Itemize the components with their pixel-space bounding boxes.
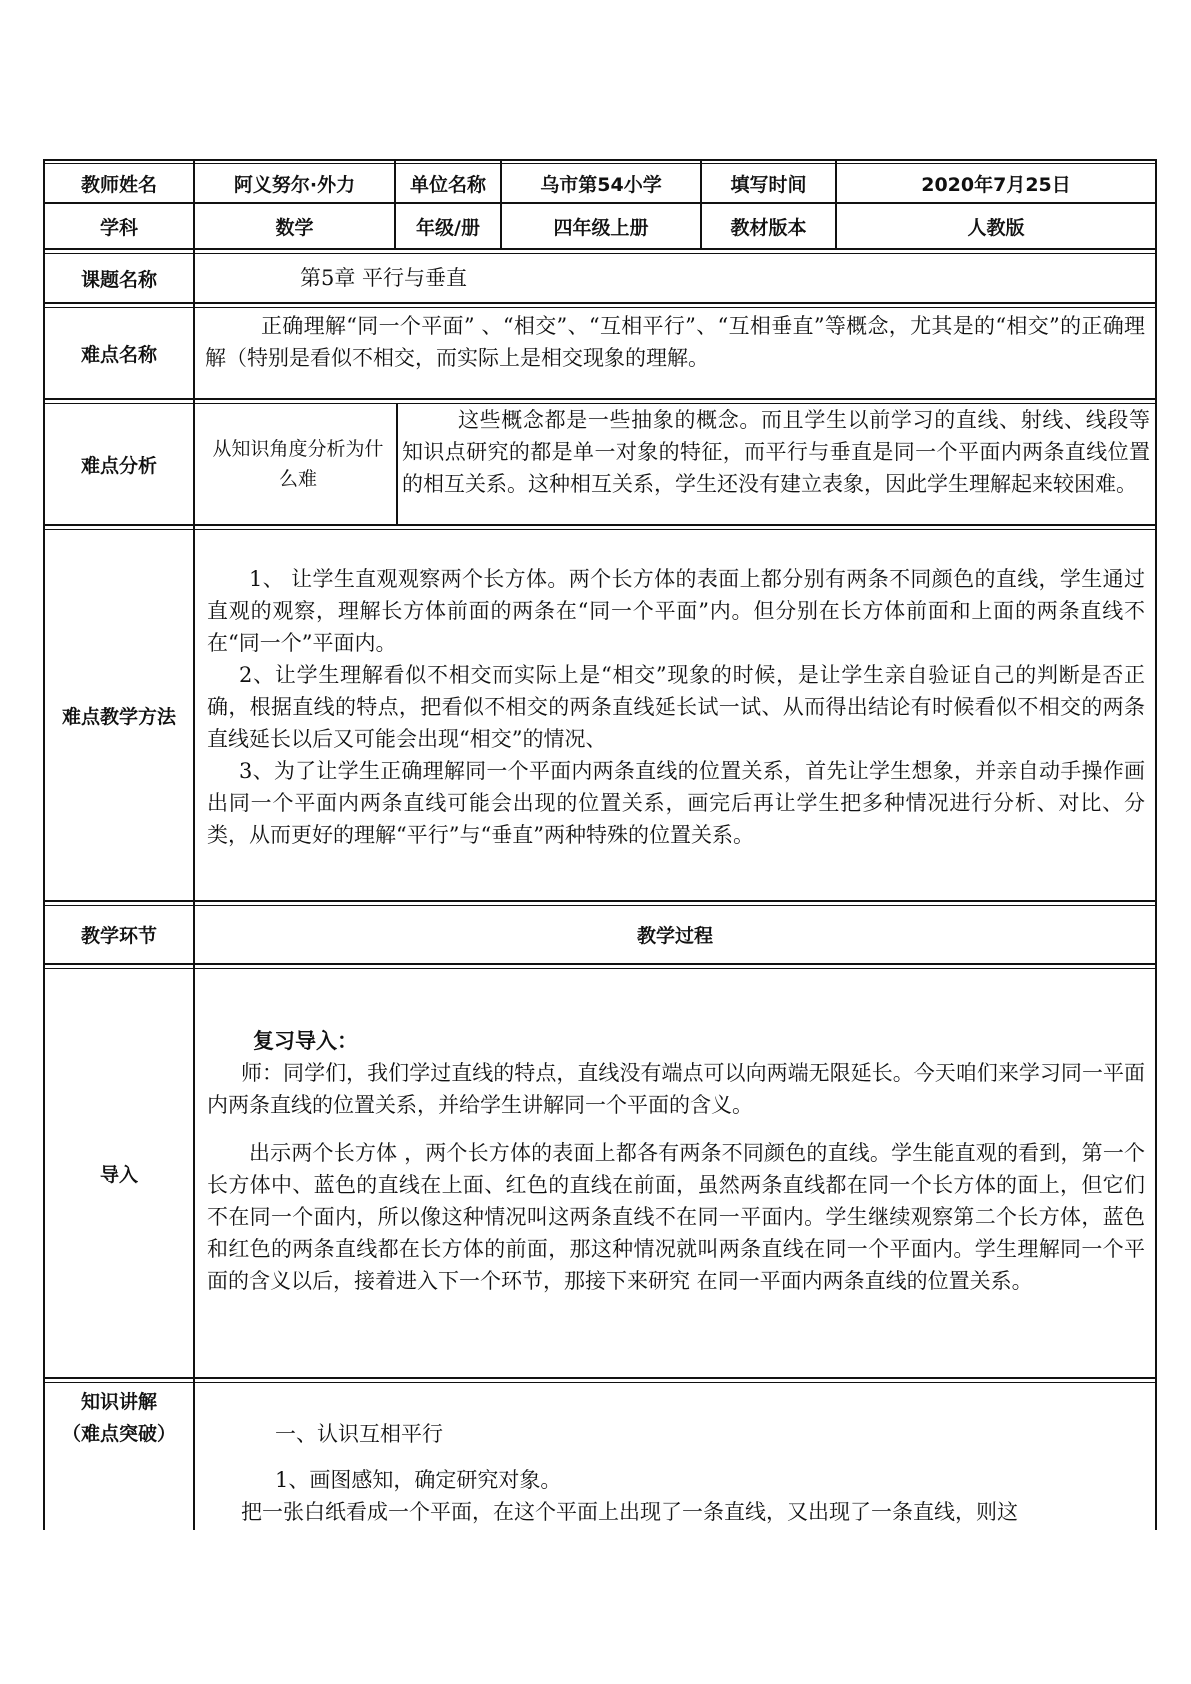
subject-label: 学科 [99,216,138,239]
intro-title: 复习导入： [253,1029,358,1053]
method-paragraph-3: 3、为了让学生正确理解同一个平面内两条直线的位置关系，首先让学生想象，并亲自动手操作画出同一个平面内两条直线可能会出现的位置关系，画完后再让学生把多种情况进行分析、对比、分类，从而更好的理解“平行”与“垂直”两种特殊的位置关系。 [207,759,1145,847]
time-value: 2020年7月25日 [921,173,1071,196]
subject-value: 数学 [275,216,314,239]
intro-paragraph-2: 出示两个长方体 ，两个长方体的表面上都各有两条不同颜色的直线。学生能直观的看到，第一个长方体中、蓝色的直线在上面、红色的直线在前面，虽然两条直线都在同一个长方体的面上，但它们不在同一个面内，所以像这种情况叫这两条直线不在同一平面内。学生继续观察第二个长方体，蓝色和红色的两条直线都在长方体的前面，那这种情况就叫两条直线在同一个平面内。学生理解同一个平面的含义以后，接着进入下一个环节，那接下来研究 在同一平面内两条直线的位置关系。 [207,1141,1145,1293]
intro-label: 导入 [99,1163,138,1186]
knowledge-label [45,1386,193,1456]
unit-label: 单位名称 [409,173,486,196]
process-header: 教学过程 [636,925,713,947]
grade-label: 年级/册 [416,216,480,239]
difficulty-text: 正确理解“同一个平面” 、“相交”、“互相平行”、“互相垂直”等概念，尤其是的“相交”的正确理解（特别是看似不相交，而实际上是相交现象的理解。 [205,314,1145,370]
rule-row8-inner [43,1382,1157,1383]
knowledge-title: 一、认识互相平行 [275,1422,443,1446]
rule-row8 [43,1377,1157,1379]
knowledge-label-line-2: （难点突破） [61,1423,176,1445]
rule-row3-inner [43,307,1157,308]
analysis-label: 难点分析 [80,454,157,477]
teacher-value: 阿义努尔·外力 [233,173,356,196]
rule-row3 [43,302,1157,304]
difficulty-label: 难点名称 [80,343,157,366]
grade-value: 四年级上册 [553,216,649,239]
edition-label: 教材版本 [730,216,807,239]
rule-row7-inner [43,968,1157,969]
edition-value: 人教版 [967,216,1025,239]
table-border-right [1155,159,1157,1530]
rule-row5-inner [43,529,1157,530]
time-label: 填写时间 [730,173,807,196]
method-paragraph-2: 2、让学生理解看似不相交而实际上是“相交”现象的时候，是让学生亲自验证自己的判断是否正确，根据直线的特点，把看似不相交的两条直线延长试一试、从而得出结论有时候看似不相交的两条直线延长以后又可能会出现“相交”的情况、 [207,663,1145,751]
label-column-divider [193,159,195,1530]
rule-row5 [43,524,1157,526]
knowledge-label-line-1: 知识讲解 [80,1391,157,1413]
analysis-divider [396,403,398,525]
unit-value: 乌市第54小学 [540,173,662,196]
rule-row6 [43,900,1157,902]
topic-value: 第5章 平行与垂直 [300,266,468,290]
intro-text-block [207,1025,1145,1370]
rule-row7 [43,963,1157,965]
knowledge-text-block [207,1418,1145,1530]
method-paragraph-1: 1、 让学生直观观察两个长方体。两个长方体的表面上都分别有两条不同颜色的直线，学生通过直观的观察，理解长方体前面的两条在“同一个平面”内。但分别在长方体前面和上面的两条直线不在“同一个”平面内。 [207,567,1145,655]
rule-row2 [43,248,1157,250]
table-border-top [43,159,1157,161]
difficulty-text-block [205,310,1145,396]
knowledge-paragraph-2: 把一张白纸看成一个平面，在这个平面上出现了一条直线，又出现了一条直线，则这 [241,1500,1018,1524]
stage-header: 教学环节 [80,925,157,947]
analysis-text-block [402,404,1150,524]
analysis-sublabel: 从知识角度分析为什么难 [212,438,384,490]
intro-paragraph-1: 师：同学们，我们学过直线的特点，直线没有端点可以向两端无限延长。今天咱们来学习同一平面内两条直线的位置关系，并给学生讲解同一个平面的含义。 [207,1061,1145,1117]
rule-row4 [43,398,1157,400]
analysis-text: 这些概念都是一些抽象的概念。而且学生以前学习的直线、射线、线段等知识点研究的都是单一对象的特征，而平行与垂直是同一个平面内两条直线位置的相互关系。这种相互关系，学生还没有建立表象，因此学生理解起来较困难。 [402,408,1150,496]
teacher-label: 教师姓名 [80,173,157,196]
method-text-block [207,563,1145,893]
topic-label: 课题名称 [80,268,157,291]
method-label: 难点教学方法 [61,705,176,728]
rule-row2-inner [43,253,1157,254]
knowledge-paragraph-1: 1、画图感知，确定研究对象。 [275,1468,562,1492]
